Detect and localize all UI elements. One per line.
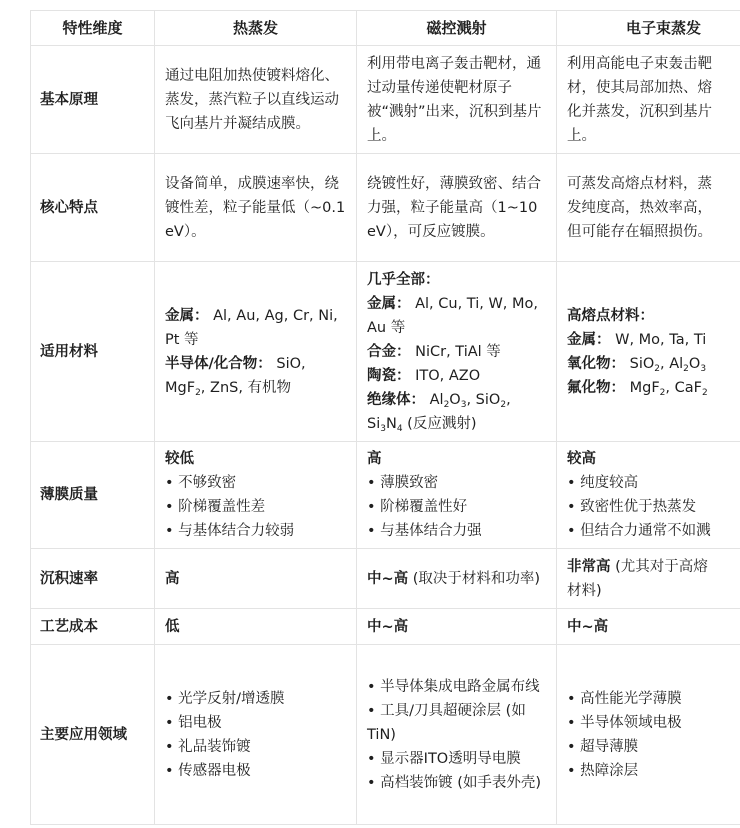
- comparison-table-frame: [30, 10, 740, 826]
- cell-features-sputter: 绕镀性好，薄膜致密、结合力强，粒子能量高（1~10 eV），可反应镀膜。: [357, 154, 557, 262]
- cell-materials-ebeam: [557, 262, 740, 442]
- material-title: 几乎全部：: [367, 271, 440, 288]
- cell-rate-thermal: 高: [155, 549, 357, 609]
- cell-line: 但可能存在辐照损伤。: [567, 223, 712, 240]
- cell-line: 可蒸发高熔点材料，蒸: [567, 175, 712, 192]
- cell-cost-thermal: 低: [155, 609, 357, 645]
- table-row: [31, 609, 740, 645]
- quality-list: [367, 471, 546, 543]
- list-item: • 礼品装饰镀: [165, 735, 346, 759]
- material-line-alloy: 合金： NiCr, TiAl 等: [367, 343, 501, 360]
- cell-rate-sputter: 中~高 (取决于材料和功率): [357, 549, 557, 609]
- cell-features-thermal: 设备简单，成膜速率快，绕镀性差，粒子能量低（~0.1 eV）。: [155, 154, 357, 262]
- list-item: • 与基体结合力较弱: [165, 519, 346, 543]
- material-line-oxide: 氧化物： SiO$_2$, $Al_2O_3$: [567, 355, 707, 374]
- material-line-fluoride: 氟化物： MgF$_2$, CaF$_2$: [567, 379, 708, 398]
- list-item: • 高性能光学薄膜: [567, 687, 740, 711]
- cell-quality-ebeam: [557, 442, 740, 549]
- apps-list: [567, 687, 740, 783]
- cell-line: 发纯度高，热效率高，: [567, 199, 712, 216]
- material-line-semiconductor: 半导体/化合物： SiO, MgF$_2$, ZnS, 有机物: [165, 355, 306, 398]
- row-label-features: 核心特点: [31, 154, 155, 262]
- row-label-materials: 适用材料: [31, 262, 155, 442]
- table-row: [31, 442, 740, 549]
- header-dimension: 特性维度: [31, 11, 155, 46]
- table-row: [31, 645, 740, 825]
- table-row: [31, 154, 740, 262]
- list-item: • 光学反射/增透膜: [165, 687, 346, 711]
- cell-line: 材，使其局部加热、熔: [567, 79, 712, 96]
- cell-quality-sputter: [357, 442, 557, 549]
- cell-cost-ebeam: 中~高: [557, 609, 740, 645]
- cell-quality-thermal: [155, 442, 357, 549]
- table-row: [31, 549, 740, 609]
- cell-apps-thermal: [155, 645, 357, 825]
- cell-cost-sputter: 中~高: [357, 609, 557, 645]
- list-item: • 与基体结合力强: [367, 519, 546, 543]
- list-item: • 工具/刀具超硬涂层 (如TiN): [367, 699, 546, 747]
- material-line-metal: 金属： W, Mo, Ta, Ti: [567, 331, 707, 348]
- quality-level: 较高: [567, 451, 596, 467]
- cell-line: 材料): [567, 582, 602, 599]
- cell-line: 非常高 (尤其对于高熔: [567, 558, 708, 575]
- apps-list: [367, 675, 546, 795]
- cell-principle-thermal: 通过电阻加热使镀料熔化、蒸发，蒸汽粒子以直线运动飞向基片并凝结成膜。: [155, 46, 357, 154]
- cell-rate-ebeam: [557, 549, 740, 609]
- list-item: • 薄膜致密: [367, 471, 546, 495]
- list-item: • 高档装饰镀 (如手表外壳): [367, 771, 546, 795]
- material-line-metal: 金属： Al, Au, Ag, Cr, Ni, Pt 等: [165, 307, 338, 348]
- list-item: • 半导体集成电路金属布线: [367, 675, 546, 699]
- material-line-insulator: 绝缘体： $Al_2O_3$, SiO$_2$,: [367, 391, 511, 410]
- list-item: • 半导体领域电极: [567, 711, 740, 735]
- row-label-quality: 薄膜质量: [31, 442, 155, 549]
- list-item: • 不够致密: [165, 471, 346, 495]
- header-row: [31, 11, 740, 46]
- list-item: • 铝电极: [165, 711, 346, 735]
- apps-list: [165, 687, 346, 783]
- list-item: • 阶梯覆盖性差: [165, 495, 346, 519]
- list-item: • 热障涂层: [567, 759, 740, 783]
- list-item: • 超导薄膜: [567, 735, 740, 759]
- row-label-applications: 主要应用领域: [31, 645, 155, 825]
- header-magnetron-sputtering: 磁控溅射: [357, 11, 557, 46]
- material-line-ceramic: 陶瓷： ITO, AZO: [367, 367, 481, 384]
- cell-principle-ebeam: [557, 46, 740, 154]
- list-item: • 致密性优于热蒸发: [567, 495, 740, 519]
- list-item: • 传感器电极: [165, 759, 346, 783]
- quality-level: 较低: [165, 451, 194, 467]
- cell-line: 利用高能电子束轰击靶: [567, 55, 712, 72]
- quality-level: 高: [367, 451, 382, 467]
- cell-line: 上。: [567, 127, 596, 144]
- material-line-metal: 金属： Al, Cu, Ti, W, Mo, Au 等: [367, 295, 539, 336]
- cell-line: 化并蒸发，沉积到基片: [567, 103, 712, 120]
- header-thermal-evaporation: 热蒸发: [155, 11, 357, 46]
- material-title: 高熔点材料：: [567, 307, 654, 324]
- cell-materials-thermal: [155, 262, 357, 442]
- cell-features-ebeam: [557, 154, 740, 262]
- quality-list: [567, 471, 740, 543]
- row-label-rate: 沉积速率: [31, 549, 155, 609]
- quality-list: [165, 471, 346, 543]
- cell-apps-ebeam: [557, 645, 740, 825]
- cell-apps-sputter: [357, 645, 557, 825]
- material-line-insulator-cont: $Si_3N_4$ (反应溅射): [367, 415, 477, 434]
- cell-principle-sputter: 利用带电离子轰击靶材，通过动量传递使靶材原子被“溅射”出来，沉积到基片上。: [357, 46, 557, 154]
- row-label-cost: 工艺成本: [31, 609, 155, 645]
- list-item: • 纯度较高: [567, 471, 740, 495]
- table-row: [31, 46, 740, 154]
- row-label-principle: 基本原理: [31, 46, 155, 154]
- table-row: [31, 262, 740, 442]
- list-item: • 但结合力通常不如溅: [567, 519, 740, 543]
- list-item: • 显示器ITO透明导电膜: [367, 747, 546, 771]
- header-ebeam-evaporation: 电子束蒸发: [557, 11, 740, 46]
- list-item: • 阶梯覆盖性好: [367, 495, 546, 519]
- comparison-table: [30, 10, 740, 825]
- cell-materials-sputter: [357, 262, 557, 442]
